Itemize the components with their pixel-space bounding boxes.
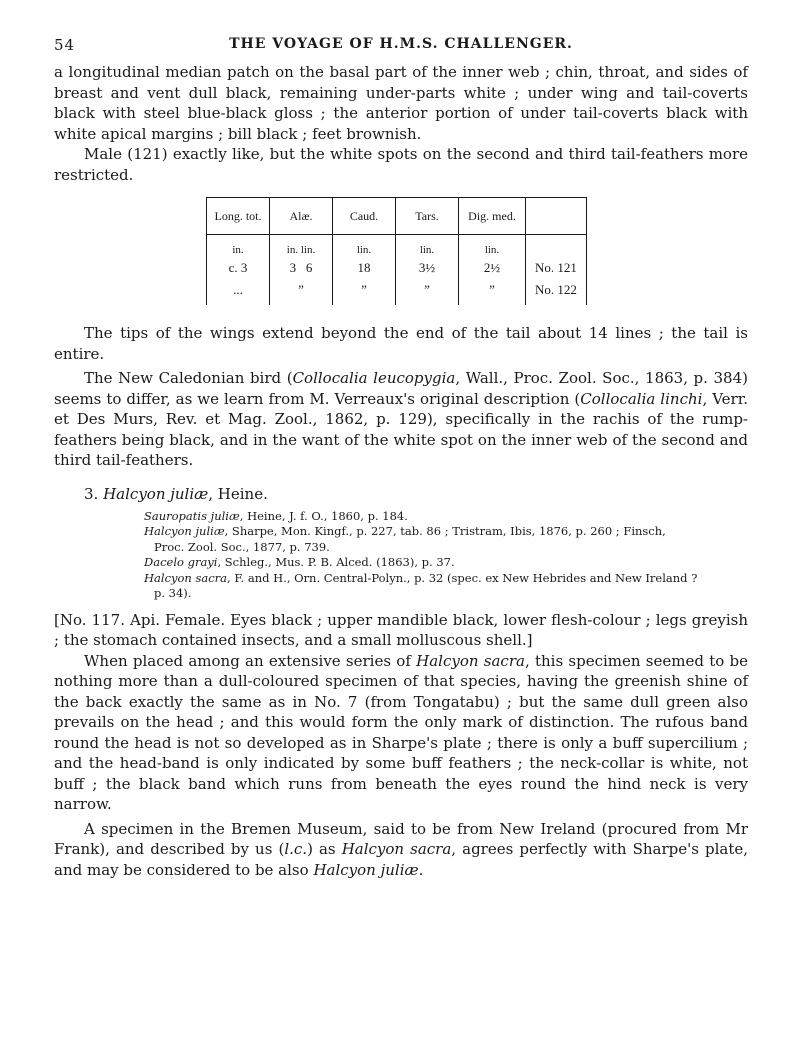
measurement-table-wrap [206,197,646,305]
species-author: , Heine. [208,484,268,503]
table-cell: ... [207,279,270,305]
table-cell: 3½ [396,257,459,279]
page-number: 54 [54,36,76,54]
table-cell: ” [396,279,459,305]
paragraph-male: Male (121) exactly like, but the white spots on the second and third tail-feathers more restricted. [54,145,748,184]
species-heading [84,485,748,503]
col-header-specimen [526,198,587,235]
paragraph-wing-tips: The tips of the wings extend beyond the end of the tail about 14 lines ; the tail is entire. [54,324,748,363]
unit-cell: in. [207,235,270,258]
table-cell: c. 3 [207,257,270,279]
measurement-header-row [207,198,587,235]
synonymy-entry: Dacelo grayi, Schleg., Mus. P. B. Alced. (1863), p. 37. [144,555,455,569]
synonymy-entry: Halcyon sacra, F. and H., Orn. Central-Polyn., p. 32 (spec. ex New Hebrides and New Ireland ? p. 34). [144,570,698,600]
specimen-ref: No. 122 [526,279,587,305]
table-cell: ” [333,279,396,305]
table-cell: 18 [333,257,396,279]
col-header-long-tot: Long. tot. [207,198,270,235]
table-cell: 2½ [459,257,526,279]
paragraph-description-cont: a longitudinal median patch on the basal part of the inner web ; chin, throat, and sides of breast and vent dull black, remaining under-parts white ; under wing and tail-coverts black with steel blue-black gloss ; the anterior portion of under tail-coverts black with white apical margins ; bill black ; feet brownish. [54,63,748,143]
synonymy-list [146,509,748,602]
species-title: Halcyon juliæ [103,484,209,503]
measurement-table [206,197,587,305]
col-header-alae: Alæ. [270,198,333,235]
table-row [207,257,587,279]
unit-cell: in. lin. [270,235,333,258]
unit-cell: lin. [333,235,396,258]
table-cell: ” [270,279,333,305]
table-row [207,279,587,305]
species-number: 3. [84,484,99,503]
paragraph-bremen: A specimen in the Bremen Museum, said to be from New Ireland (procured from Mr Frank), and described by us (l.c.) as Halcyon sacra, agrees perfectly with Sharpe's plate, and may be considered to be also Halcyon juliæ. [54,819,749,879]
species-name: Halcyon juliæ [313,860,419,879]
species-name: Halcyon sacra [416,651,525,670]
specimen-note: [No. 117. Api. Female. Eyes black ; upper mandible black, lower flesh-colour ; legs greyish ; the stomach contained insects, and a small molluscous shell.] [54,610,748,649]
species-name: Collocalia leucopygia [292,369,456,387]
running-head [54,36,748,56]
unit-cell: lin. [459,235,526,258]
col-header-tars: Tars. [396,198,459,235]
col-header-caud: Caud. [333,198,396,235]
paragraph-new-caledonian: The New Caledonian bird (Collocalia leucopygia, Wall., Proc. Zool. Soc., 1863, p. 384) seems to differ, as we learn from M. Verreaux's original description (Collocalia linchi, Verr. et Des Murs, Rev. et Mag. Zool., 1862, p. 129), specifically in the rachis of the rump-feathers being black, and in the want of the white spot on the inner web of the second and third tail-feathers. [54,369,748,469]
species-name: Collocalia linchi [580,389,703,408]
table-cell: 3 6 [270,257,333,279]
running-title: THE VOYAGE OF H.M.S. CHALLENGER. [229,36,573,52]
paragraph-comparison: When placed among an extensive series of Halcyon sacra, this specimen seemed to be nothing more than a dull-coloured specimen of that species, having the greenish shine of the back exactly the same as in No. 7 (from Tongatabu) ; but the same dull green also prevails on the head ; and this would form the only mark of distinction. The rufous band round the head is not so developed as in Sharpe's plate ; there is only a buff supercilium ; and the head-band is only indicated by some buff feathers ; the neck-collar is white, not buff ; the black band which runs from beneath the eyes round the hind neck is very narrow. [54,651,749,813]
units-row [207,235,587,258]
species-name: Halcyon sacra [341,840,452,858]
synonymy-entry: Halcyon juliæ, Sharpe, Mon. Kingf., p. 227, tab. 86 ; Tristram, Ibis, 1876, p. 260 ; Finsch, Proc. Zool. Soc., 1877, p. 739. [144,524,666,554]
synonymy-entry: Sauropatis juliæ, Heine, J. f. O., 1860, p. 184. [144,508,408,523]
book-page [54,36,748,880]
col-header-dig-med: Dig. med. [459,198,526,235]
specimen-ref: No. 121 [526,257,587,279]
table-cell: ” [459,279,526,305]
unit-cell: lin. [396,235,459,258]
unit-cell [526,235,587,258]
